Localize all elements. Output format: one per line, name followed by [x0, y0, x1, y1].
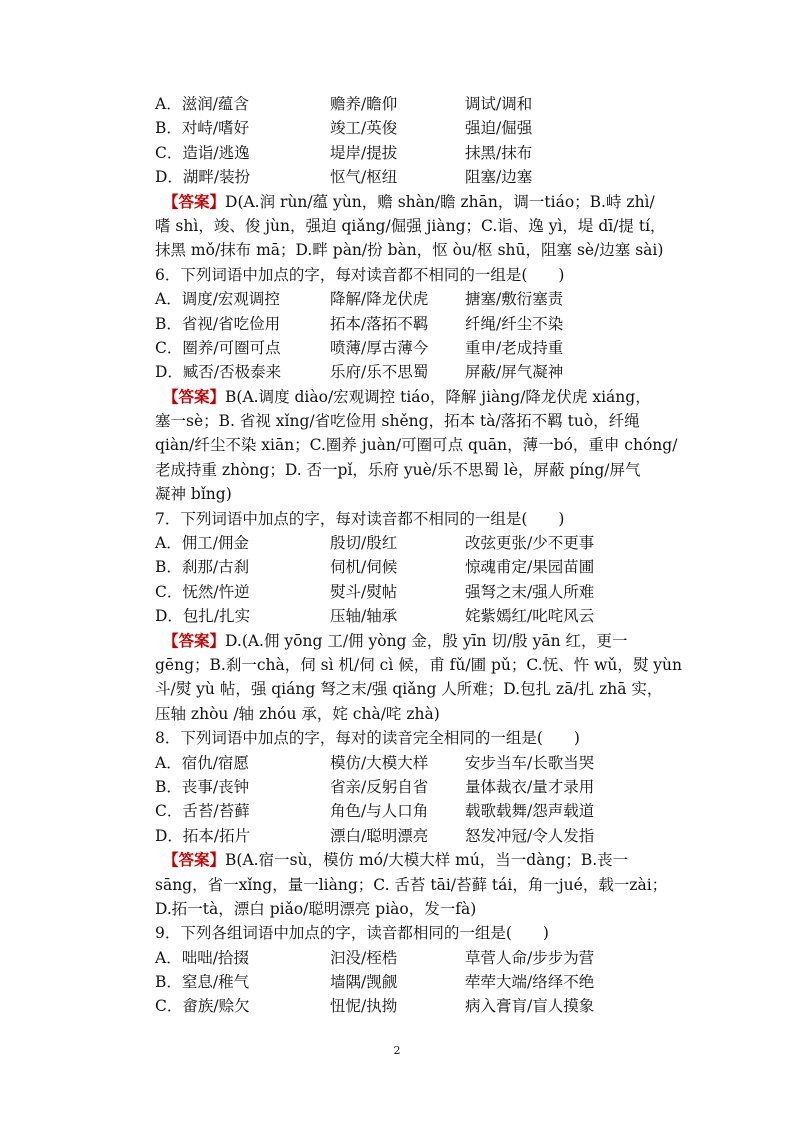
- option-cell: B．丧事/丧钟: [155, 777, 250, 796]
- option-row: [155, 946, 675, 970]
- q8-answer-line-2: sāng，省一xǐng，量一liàng；C. 舌苔 tāi/苔藓 tái，角一jué，载一zài；: [155, 875, 668, 894]
- option-cell: 角色/与人口角: [330, 802, 429, 821]
- page-number: 2: [393, 1044, 401, 1057]
- option-cell: 抹黑/抹布: [465, 143, 533, 162]
- option-cell: 安步当车/长歌当哭: [465, 753, 595, 772]
- option-cell: C．圈养/可圈可点: [155, 338, 281, 357]
- option-cell: 堤岸/提拔: [330, 143, 398, 162]
- q8-stem: 8．下列词语中加点的字，每对的读音完全相同的一组是( ): [155, 729, 580, 748]
- option-cell: 竣工/英俊: [330, 119, 398, 138]
- option-cell: 病入膏肓/盲人摸象: [465, 997, 595, 1016]
- option-row: [155, 775, 675, 799]
- option-cell: C．造诣/逃逸: [155, 143, 250, 162]
- option-row: [155, 994, 675, 1018]
- option-row: [155, 336, 675, 360]
- answer-text: B(A.宿一sù，模仿 mó/大模大样 mú，当一dàng；B.丧一: [225, 851, 629, 870]
- option-cell: 赡养/瞻仰: [330, 95, 398, 113]
- option-cell: 惊魂甫定/果园苗圃: [465, 558, 595, 577]
- option-cell: 墙隅/觊觎: [330, 973, 398, 992]
- answer-text: D(A.润 rùn/蕴 yùn，赡 shàn/瞻 zhān，调一tiáo；B.峙 zhì/: [225, 192, 655, 211]
- option-cell: 重申/老成持重: [465, 338, 564, 357]
- q9-stem: 9．下列各组词语中加点的字，读音都相同的一组是( ): [155, 924, 549, 943]
- option-row: [155, 116, 675, 140]
- q5-answer-line-3: 抹黑 mǒ/抹布 mā；D.畔 pàn/扮 bàn，怄 òu/枢 shū，阻塞 sè/边塞 sài): [155, 241, 664, 260]
- option-cell: C．怃然/忤逆: [155, 582, 250, 601]
- answer-label: 【答案】: [163, 191, 226, 211]
- option-row: [155, 141, 675, 165]
- option-cell: A．调度/宏观调控: [155, 290, 280, 309]
- option-cell: 搪塞/敷衍塞责: [465, 290, 564, 309]
- q7-answer-line-4: 压轴 zhòu /轴 zhóu 承，姹 chà/咤 zhà): [155, 704, 440, 723]
- q5-answer-line-1: [155, 190, 675, 214]
- answer-text: B(A.调度 diào/宏观调控 tiáo，降解 jiàng/降龙伏虎 xiáng，: [225, 387, 651, 406]
- option-row: [155, 751, 675, 775]
- answer-label: 【答案】: [163, 630, 226, 650]
- q6-answer-line-5: 凝神 bǐng): [155, 485, 232, 504]
- option-row: [155, 531, 675, 555]
- option-cell: 汩没/桎梏: [330, 948, 398, 967]
- option-cell: 伺机/伺候: [330, 558, 398, 577]
- option-cell: 降解/降龙伏虎: [330, 290, 429, 309]
- option-cell: 省亲/反躬自省: [330, 777, 429, 796]
- option-cell: 载歌载舞/怨声载道: [465, 802, 595, 821]
- option-cell: 压轴/轴承: [330, 607, 398, 626]
- option-row: [155, 970, 675, 994]
- q6-answer-line-1: [155, 385, 675, 409]
- option-cell: 强迫/倔强: [465, 119, 533, 138]
- option-cell: 拓本/落拓不羁: [330, 314, 429, 333]
- q7-answer-line-1: [155, 629, 675, 653]
- option-cell: 喷薄/厚古薄今: [330, 338, 429, 357]
- option-row: [155, 580, 675, 604]
- q9-options: [155, 946, 675, 1019]
- q7-stem: 7．下列词语中加点的字，每对读音都不相同的一组是( ): [155, 509, 565, 528]
- q7-options: [155, 531, 675, 629]
- q6-answer-line-4: 老成持重 zhòng；D. 否一pǐ，乐府 yuè/乐不思蜀 lè，屏蔽 píng/屏气: [155, 460, 641, 479]
- q6-options: [155, 287, 675, 385]
- q8-answer-line-1: [155, 848, 675, 872]
- option-cell: D．包扎/扎实: [155, 607, 251, 626]
- option-cell: D．臧否/否极泰来: [155, 363, 282, 382]
- option-cell: 乐府/乐不思蜀: [330, 363, 429, 382]
- document-page: [155, 92, 682, 1019]
- option-cell: 熨斗/熨帖: [330, 582, 398, 601]
- q5-options: [155, 92, 675, 190]
- answer-label: 【答案】: [163, 850, 226, 870]
- q5-answer-line-2: 嗜 shì，竣、俊 jùn，强迫 qiǎng/倔强 jiàng；C.诣、逸 yì，堤 dī/提 tí，: [155, 216, 666, 235]
- option-cell: C．舌苔/苔藓: [155, 802, 250, 821]
- option-row: [155, 92, 675, 116]
- option-cell: D．湖畔/装扮: [155, 168, 251, 187]
- option-cell: 改弦更张/少不更事: [465, 534, 595, 553]
- option-cell: 强弩之末/强人所难: [465, 582, 595, 601]
- option-cell: A．咄咄/拾掇: [155, 948, 249, 967]
- option-cell: 漂白/聪明漂亮: [330, 826, 429, 845]
- option-row: [155, 555, 675, 579]
- q7-answer-line-2: gēng；B.刹一chà，伺 sì 机/伺 cì 候，甫 fǔ/圃 pǔ；C.怃、忤 wǔ，熨 yùn: [155, 655, 682, 674]
- q8-answer-line-3: D.拓一tà，漂白 piǎo/聪明漂亮 piào，发一fà): [155, 899, 477, 918]
- option-cell: D．拓本/拓片: [155, 826, 251, 845]
- q8-options: [155, 751, 675, 849]
- option-row: [155, 824, 675, 848]
- option-cell: 量体裁衣/量才录用: [465, 777, 595, 796]
- option-cell: 姹紫嫣红/叱咤风云: [465, 607, 595, 626]
- option-row: [155, 165, 675, 189]
- option-cell: 调试/调和: [465, 95, 533, 113]
- option-cell: 怄气/枢纽: [330, 168, 398, 187]
- option-cell: 模仿/大模大样: [330, 753, 429, 772]
- option-row: [155, 799, 675, 823]
- option-row: [155, 312, 675, 336]
- answer-text: D.(A.佣 yōng 工/佣 yòng 金，殷 yīn 切/殷 yān 红，更一: [225, 631, 628, 650]
- option-cell: 怒发冲冠/令人发指: [465, 826, 595, 845]
- option-cell: 纤绳/纤尘不染: [465, 314, 564, 333]
- option-row: [155, 360, 675, 384]
- answer-label: 【答案】: [163, 386, 226, 406]
- q6-answer-line-3: qiàn/纤尘不染 xiān；C.圈养 juàn/可圈可点 quān，薄一bó，重申 chóng/: [155, 436, 678, 455]
- q6-stem: 6．下列词语中加点的字，每对读音都不相同的一组是( ): [155, 265, 565, 284]
- option-cell: A．佣工/佣金: [155, 534, 249, 553]
- option-cell: C．畲族/赊欠: [155, 997, 250, 1016]
- option-cell: 屏蔽/屏气凝神: [465, 363, 564, 382]
- option-cell: A．滋润/蕴含: [155, 95, 249, 113]
- option-row: [155, 604, 675, 628]
- option-cell: B．窒息/稚气: [155, 973, 250, 992]
- q7-answer-line-3: 斗/熨 yù 帖，强 qiáng 弩之末/强 qiǎng 人所难；D.包扎 zā/扎 zhā 实，: [155, 680, 663, 699]
- option-cell: 阻塞/边塞: [465, 168, 533, 187]
- option-cell: 荦荦大端/络绎不绝: [465, 973, 595, 992]
- option-cell: 殷切/殷红: [330, 534, 398, 553]
- option-cell: 忸怩/执拗: [330, 997, 398, 1016]
- option-row: [155, 287, 675, 311]
- option-cell: B．省视/省吃俭用: [155, 314, 281, 333]
- option-cell: B．刹那/古刹: [155, 558, 250, 577]
- option-cell: A．宿仇/宿愿: [155, 753, 249, 772]
- option-cell: 草菅人命/步步为营: [465, 948, 595, 967]
- q6-answer-line-2: 塞一sè；B. 省视 xǐng/省吃俭用 shěng，拓本 tà/落拓不羁 tuò，纤绳: [155, 412, 640, 431]
- option-cell: B．对峙/嗜好: [155, 119, 250, 138]
